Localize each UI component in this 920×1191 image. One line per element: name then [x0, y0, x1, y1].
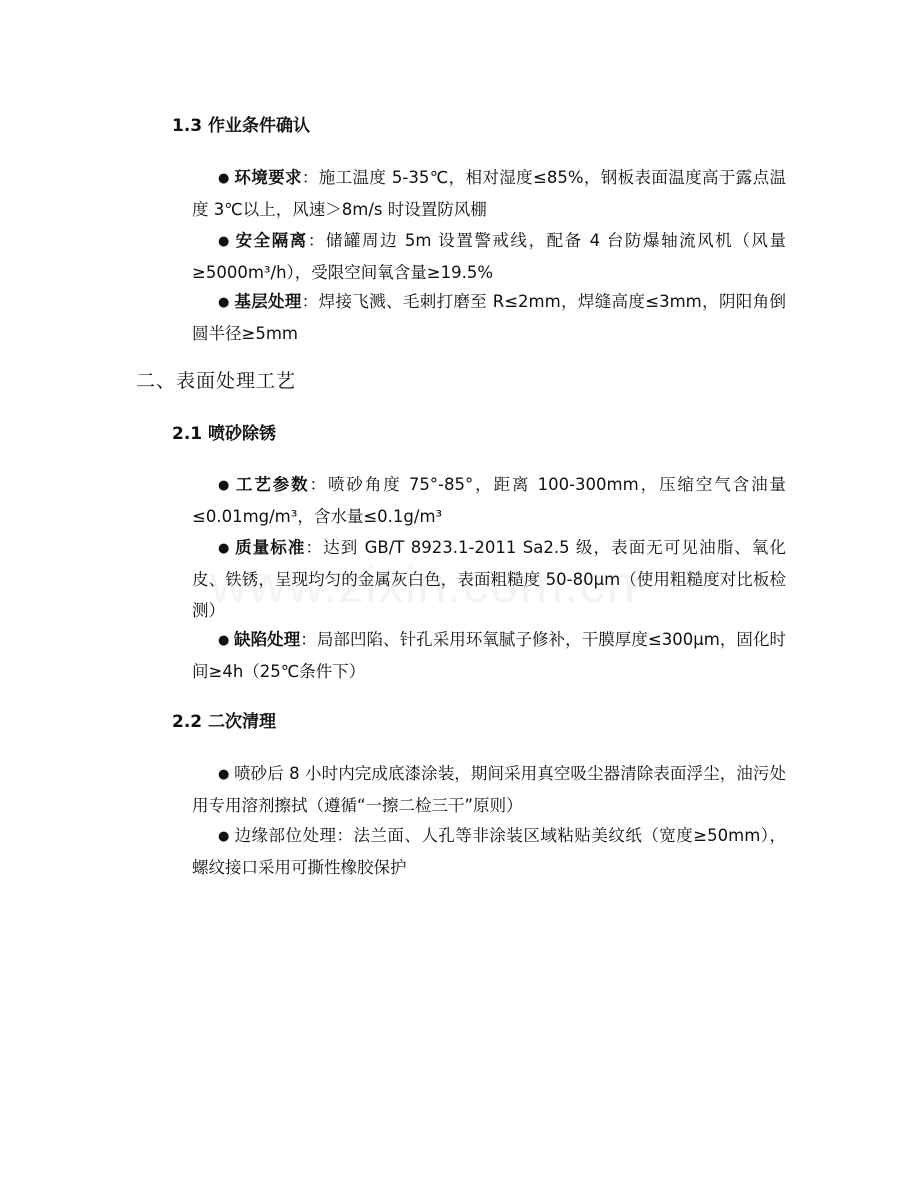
bullet-icon: ●: [218, 171, 230, 186]
item-text: 边缘部位处理：法兰面、人孔等非涂装区域粘贴美纹纸（宽度≥50mm），螺纹接口采用可撕性橡胶保护: [192, 826, 786, 877]
section-heading-2-2: 2.2 二次清理: [172, 712, 277, 732]
list-item: [192, 820, 786, 883]
item-lead: 安全隔离: [234, 231, 308, 250]
item-text: ：局部凹陷、针孔采用环氧腻子修补，干膜厚度≤300μm，固化时间≥4h（25℃条件下）: [192, 630, 787, 681]
item-lead: 基层处理: [234, 292, 302, 311]
list-item: [192, 286, 786, 349]
bullet-icon: ●: [218, 633, 230, 648]
item-lead: 环境要求: [234, 168, 302, 187]
list-item: [192, 469, 786, 532]
item-text: ：储罐周边 5m 设置警戒线，配备 4 台防爆轴流风机（风量≥5000m³/h），受限空间氧含量≥19.5%: [192, 231, 786, 282]
item-lead: 工艺参数: [234, 475, 310, 494]
bullet-icon: ●: [218, 478, 230, 493]
item-text: ：施工温度 5-35℃，相对湿度≤85%，钢板表面温度高于露点温度 3℃以上，风速＞8m/s 时设置防风棚: [192, 168, 787, 219]
bullet-icon: ●: [218, 541, 230, 556]
list-item: [192, 624, 786, 687]
item-text: ：达到 GB/T 8923.1-2011 Sa2.5 级，表面无可见油脂、氧化皮、铁锈，呈现均匀的金属灰白色，表面粗糙度 50-80μm（使用粗糙度对比板检测）: [192, 538, 787, 620]
list-item: [192, 162, 786, 225]
bullet-icon: ●: [218, 295, 230, 310]
list-item: [192, 758, 786, 821]
bullet-icon: ●: [218, 234, 230, 249]
item-lead: 质量标准: [234, 538, 306, 557]
item-text: ：焊接飞溅、毛刺打磨至 R≤2mm，焊缝高度≤3mm，阴阳角倒圆半径≥5mm: [192, 292, 786, 343]
bullet-icon: ●: [218, 767, 230, 782]
list-item: [192, 225, 786, 288]
item-text: 喷砂后 8 小时内完成底漆涂装，期间采用真空吸尘器清除表面浮尘，油污处用专用溶剂擦拭（遵循“一擦二检三干”原则）: [192, 764, 786, 815]
item-lead: 缺陷处理: [234, 630, 301, 649]
section-heading-2-1: 2.1 喷砂除锈: [172, 424, 277, 444]
section-heading-1-3: 1.3 作业条件确认: [172, 116, 311, 136]
item-text: ：喷砂角度 75°-85°，距离 100-300mm，压缩空气含油量≤0.01mg/m³，含水量≤0.1g/m³: [192, 475, 786, 526]
list-item: [192, 532, 786, 626]
bullet-icon: ●: [218, 829, 230, 844]
chapter-heading-2: 二、表面处理工艺: [136, 370, 297, 392]
